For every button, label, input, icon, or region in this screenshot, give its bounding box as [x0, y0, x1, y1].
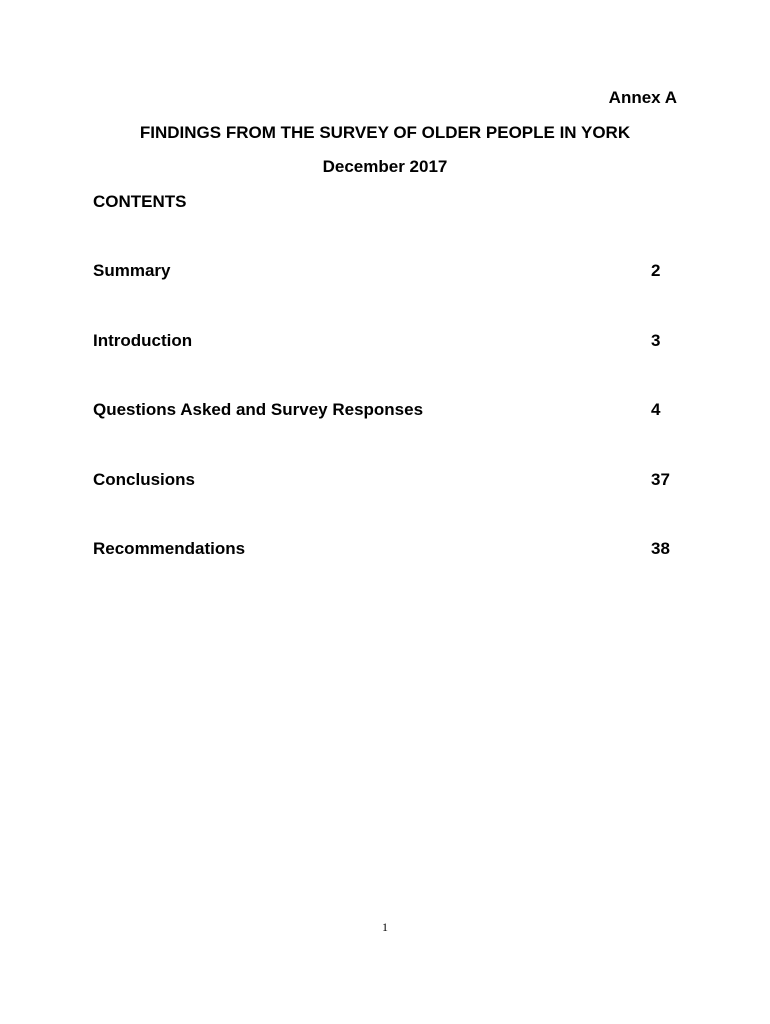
toc-entry-page: 4	[651, 400, 661, 419]
toc-entry-label: Summary	[93, 261, 171, 280]
toc-entry-label: Recommendations	[93, 539, 246, 558]
toc-entry-page: 38	[651, 539, 670, 558]
table-of-contents	[93, 261, 673, 609]
page-number: 1	[382, 920, 388, 934]
document-title: FINDINGS FROM THE SURVEY OF OLDER PEOPLE IN YORK	[139, 123, 631, 142]
toc-entry-page: 3	[651, 330, 661, 350]
toc-entry-label: Questions Asked and Survey Responses	[93, 400, 424, 419]
annex-label: Annex A	[608, 88, 677, 107]
toc-entry-questions	[93, 400, 673, 470]
toc-entry-page: 2	[651, 261, 661, 280]
toc-entry-introduction	[93, 331, 673, 401]
toc-entry-label: Conclusions	[93, 469, 196, 489]
toc-entry-summary	[93, 261, 673, 331]
document-date: December 2017	[322, 157, 448, 176]
toc-entry-page: 37	[651, 469, 670, 489]
toc-entry-conclusions	[93, 470, 673, 540]
toc-entry-label: Introduction	[93, 330, 193, 350]
contents-heading: CONTENTS	[93, 192, 187, 211]
toc-entry-recommendations	[93, 539, 673, 609]
